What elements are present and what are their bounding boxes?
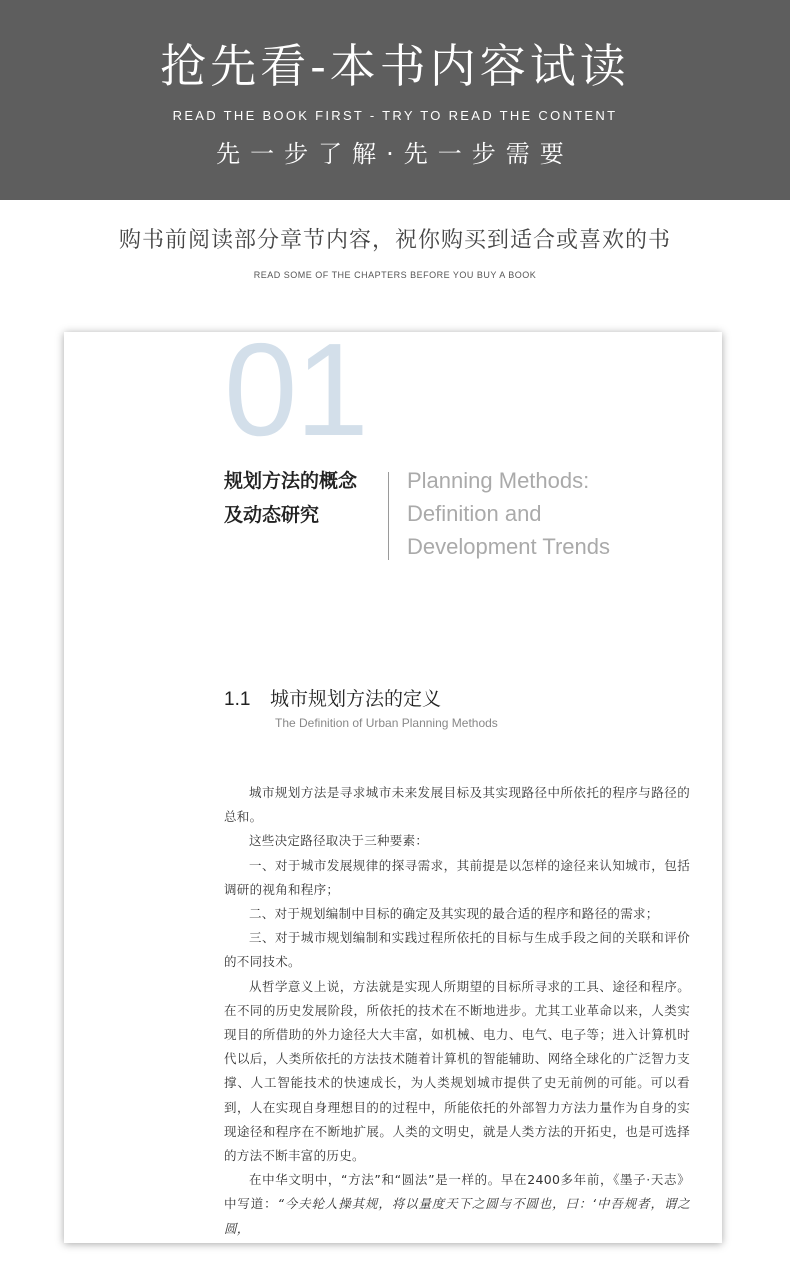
paragraph: 城市规划方法是寻求城市未来发展目标及其实现路径中所依托的程序与路径的总和。 <box>224 785 690 825</box>
chapter-title-cn <box>224 464 384 532</box>
chapter-divider <box>388 472 389 560</box>
intro-subtext: READ SOME OF THE CHAPTERS BEFORE YOU BUY A BOOK <box>253 270 537 280</box>
banner-title: 抢先看-本书内容试读 <box>160 39 630 93</box>
chapter-title-en <box>407 464 707 563</box>
chapter-title-en-line: Planning Methods: <box>407 468 590 493</box>
section-title: 城市规划方法的定义 <box>270 688 442 710</box>
paragraph-text: 在中华文明中，“方法”和“圆法”是一样的。早在2400多年前，《墨子·天志》中写道： <box>224 1172 690 1212</box>
paragraph: 二、对于规划编制中目标的确定及其实现的最合适的程序和路径的需求； <box>249 906 659 922</box>
banner-subtitle: READ THE BOOK FIRST - TRY TO READ THE CONTENT <box>172 108 618 123</box>
chapter-title-cn-line: 及动态研究 <box>224 504 320 526</box>
section-heading <box>224 686 441 713</box>
paragraph <box>224 1168 690 1241</box>
chapter-number: 01 <box>224 332 367 463</box>
body-text <box>224 781 690 1241</box>
chapter-title-cn-line: 规划方法的概念 <box>224 470 358 492</box>
chapter-title-en-line: Development Trends <box>407 534 610 559</box>
header-banner <box>0 0 790 200</box>
chapter-title-en-line: Definition and <box>407 501 542 526</box>
page-preview <box>64 332 722 1243</box>
section-number: 1.1 <box>224 689 251 710</box>
paragraph: 三、对于城市规划编制和实践过程所依托的目标与生成手段之间的关联和评价的不同技术。 <box>224 930 690 970</box>
paragraph: 从哲学意义上说，方法就是实现人所期望的目标所寻求的工具、途径和程序。在不同的历史发展阶段，所依托的技术在不断地进步。尤其工业革命以来，人类实现目的所借助的外力途径大大丰富，如机械、电力、电气、电子等；进入计算机时代以后，人类所依托的方法技术随着计算机的智能辅助、网络全球化的广泛智力支撑、人工智能技术的快速成长，为人类规划城市提供了史无前例的可能。可以看到，人在实现自身理想目的的过程中，所能依托的外部智力方法力量作为自身的实现途径和程序在不断地扩展。人类的文明史，就是人类方法的开拓史，也是可选择的方法不断丰富的历史。 <box>224 978 690 1164</box>
intro-text: 购书前阅读部分章节内容，祝你购买到适合或喜欢的书 <box>118 228 671 253</box>
paragraph: 一、对于城市发展规律的探寻需求，其前提是以怎样的途径来认知城市，包括调研的视角和程序； <box>224 857 690 897</box>
quote-text: “今夫轮人操其规，将以量度天下之圆与不圆也，曰：‘中吾规者，谓之圆， <box>224 1196 690 1236</box>
banner-tagline: 先一步了解·先一步需要 <box>216 140 574 168</box>
section-subtitle: The Definition of Urban Planning Methods <box>275 716 498 730</box>
paragraph: 这些决定路径取决于三种要素： <box>249 833 429 849</box>
